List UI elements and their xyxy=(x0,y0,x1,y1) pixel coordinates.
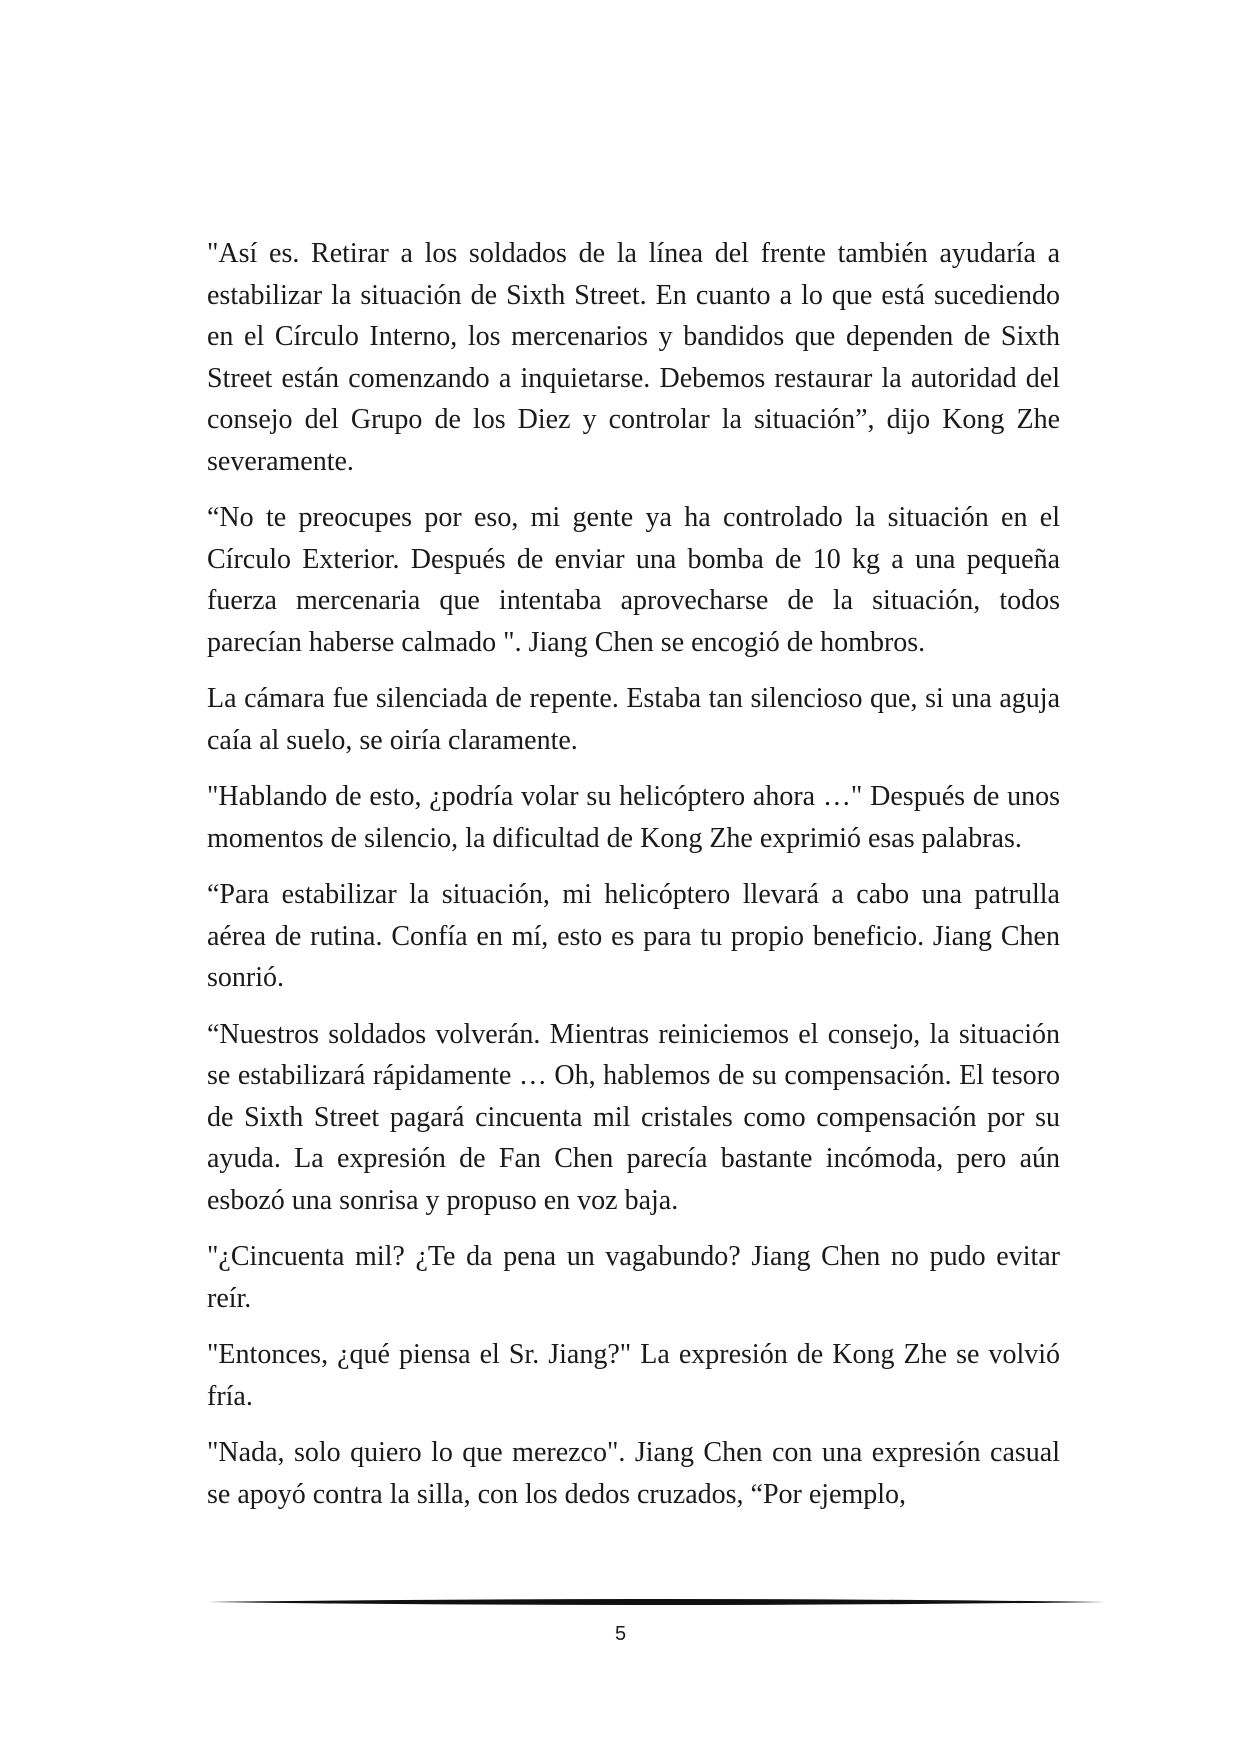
paragraph-5: “Para estabilizar la situación, mi helicóptero llevará a cabo una patrulla aérea de rutina. Confía en mí, esto es para tu propio beneficio. Jiang Chen sonrió. xyxy=(207,879,1060,993)
paragraph-4: "Hablando de esto, ¿podría volar su helicóptero ahora …" Después de unos momentos de silencio, la dificultad de Kong Zhe exprimió esas palabras. xyxy=(207,781,1060,854)
paragraph-7: "¿Cincuenta mil? ¿Te da pena un vagabundo? Jiang Chen no pudo evitar reír. xyxy=(207,1241,1060,1314)
paragraph-3: La cámara fue silenciada de repente. Estaba tan silencioso que, si una aguja caía al suelo, se oiría claramente. xyxy=(207,683,1060,756)
paragraph-1: "Así es. Retirar a los soldados de la línea del frente también ayudaría a estabilizar la situación de Sixth Street. En cuanto a lo que está sucediendo en el Círculo Interno, los mercenarios y bandidos que dependen de Sixth Street están comenzando a inquietarse. Debemos restaurar la autoridad del consejo del Grupo de los Diez y controlar la situación”, dijo Kong Zhe severamente. xyxy=(207,238,1060,477)
page-number: 5 xyxy=(614,1623,627,1645)
paragraph-9: "Nada, solo quiero lo que merezco". Jiang Chen con una expresión casual se apoyó contra la silla, con los dedos cruzados, “Por ejemplo, xyxy=(207,1437,1060,1510)
paragraph-6: “Nuestros soldados volverán. Mientras reiniciemos el consejo, la situación se estabilizará rápidamente … Oh, hablemos de su compensación. El tesoro de Sixth Street pagará cincuenta mil cristales como compensación por su ayuda. La expresión de Fan Chen parecía bastante incómoda, pero aún esbozó una sonrisa y propuso en voz baja. xyxy=(207,1018,1060,1216)
footer-divider xyxy=(207,1597,1105,1607)
body-text xyxy=(207,233,1060,1530)
paragraph-2: “No te preocupes por eso, mi gente ya ha controlado la situación en el Círculo Exterior. Después de enviar una bomba de 10 kg a una pequeña fuerza mercenaria que intentaba aprovecharse de la situación, todos parecían haberse calmado ". Jiang Chen se encogió de hombros. xyxy=(207,502,1060,658)
paragraph-8: "Entonces, ¿qué piensa el Sr. Jiang?" La expresión de Kong Zhe se volvió fría. xyxy=(207,1339,1060,1412)
